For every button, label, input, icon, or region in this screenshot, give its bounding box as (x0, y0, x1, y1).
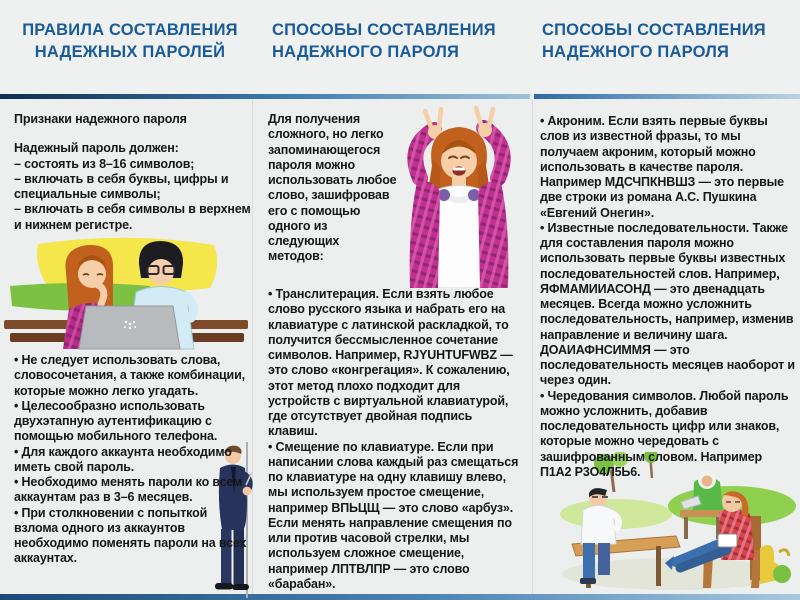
method-bullet: • Известные последовательности. Также для составления пароля можно использовать первые буквы известных последовательностей слов. Например, ЯФМАМИИАСОНД — это двенадцать месяцев. Всегда можно усложнить последовательность, например, изменив направление и величину шага. ДОАИАФНСИММЯ — это последовательность месяцев наоборот и через один. (540, 220, 795, 388)
method-bullet: • Транслитерация. Если взять любое слово русского языка и набрать его на клавиатуре с латинской раскладкой, то получится бессмысленное сочетание символов. Например, RJYUHTUFWBZ — это слово «конгрегация». К сожалению, этот метод плохо подходит для устройств с виртуальной клавиатурой, где отсутствует двойная подпись клавиш. (268, 287, 513, 439)
method-bullet: • Смещение по клавиатуре. Если при написании слова каждый раз смещаться по клавиатуре на одну клавишу влево, мы используем простое смещение, например ВПЬЦЩ — это слово «арбуз». Если менять направление смещения по или против часовой стрелки, мы используем сложное смещение, например ЛПТВЛПР — это слово «барабан». (268, 439, 519, 591)
requirement-item: – включать в себя буквы, цифры и специальные символы; (14, 171, 229, 201)
column3-title-line1: СПОСОБЫ СОСТАВЛЕНИЯ (542, 21, 766, 39)
column1-bullets-block (14, 353, 254, 567)
method-bullet: • Акроним. Если взять первые буквы слов из известной фразы, то мы получаем акроним, который можно использовать в качестве пароля. Например МДСЧПКНВШЗ — это первые две строки из романа А.С. Пушкина «Евгений Онегин». (540, 114, 784, 220)
column1-title (8, 20, 252, 64)
column2-title-line1: СПОСОБЫ СОСТАВЛЕНИЯ (272, 21, 496, 39)
column1-title-line2: НАДЕЖНЫХ ПАРОЛЕЙ (34, 42, 226, 61)
column2-title (272, 20, 524, 64)
rule-bullet: • Не следует использовать слова, словосочетания, а также комбинации, которые можно легко угадать. (14, 353, 245, 398)
header-divider-line-right (534, 94, 800, 99)
column-divider-2 (532, 100, 533, 594)
column2-bullets-block (268, 287, 524, 592)
column1-title-line1: ПРАВИЛА СОСТАВЛЕНИЯ (22, 21, 238, 39)
methods-intro-text: Для получения сложного, но легко запоминающегося пароля можно использовать любое слово, зашифровав его с помощью одного из следующих методов: (268, 112, 397, 264)
method-bullet: • Чередования символов. Любой пароль можно усложнить, добавив последовательность цифр или знаков, которые можно чередовать с зашифрованным словом. Например П1А2 Р3О4Л5Ь6. (540, 388, 789, 479)
rule-bullet: • Необходимо менять пароли ко всем аккаунтам раз в 3–6 месяцев. (14, 475, 243, 505)
rule-bullet: • Для каждого аккаунта необходимо иметь свой пароль. (14, 444, 232, 474)
bottom-border-line (0, 594, 800, 600)
rule-bullet: • При столкновении с попыткой взлома одного из аккаунтов необходимо поменять пароли на всех аккаунтах. (14, 505, 247, 566)
column3-title-line2: НАДЕЖНОГО ПАРОЛЯ (542, 42, 730, 61)
column1-intro-block (14, 112, 252, 233)
couple-at-laptop-illustration (0, 236, 256, 350)
girl-with-headphones-illustration (388, 104, 530, 288)
header-divider-line-left (0, 94, 530, 99)
rule-bullet: • Целесообразно использовать двухэтапную аутентификацию с помощью мобильного телефона. (14, 398, 218, 444)
requirement-item: – состоять из 8–16 символов; (14, 156, 195, 171)
column2-title-line2: НАДЕЖНОГО ПАРОЛЯ (272, 42, 460, 61)
password-must-heading: Надежный пароль должен: (14, 141, 179, 156)
requirement-item: – включать в себя символы в верхнем и нижнем регистре. (14, 202, 251, 232)
column3-title (542, 20, 794, 64)
column3-bullets-block (540, 114, 796, 480)
column2-intro-block (268, 112, 398, 265)
password-signs-heading: Признаки надежного пароля (14, 112, 187, 126)
